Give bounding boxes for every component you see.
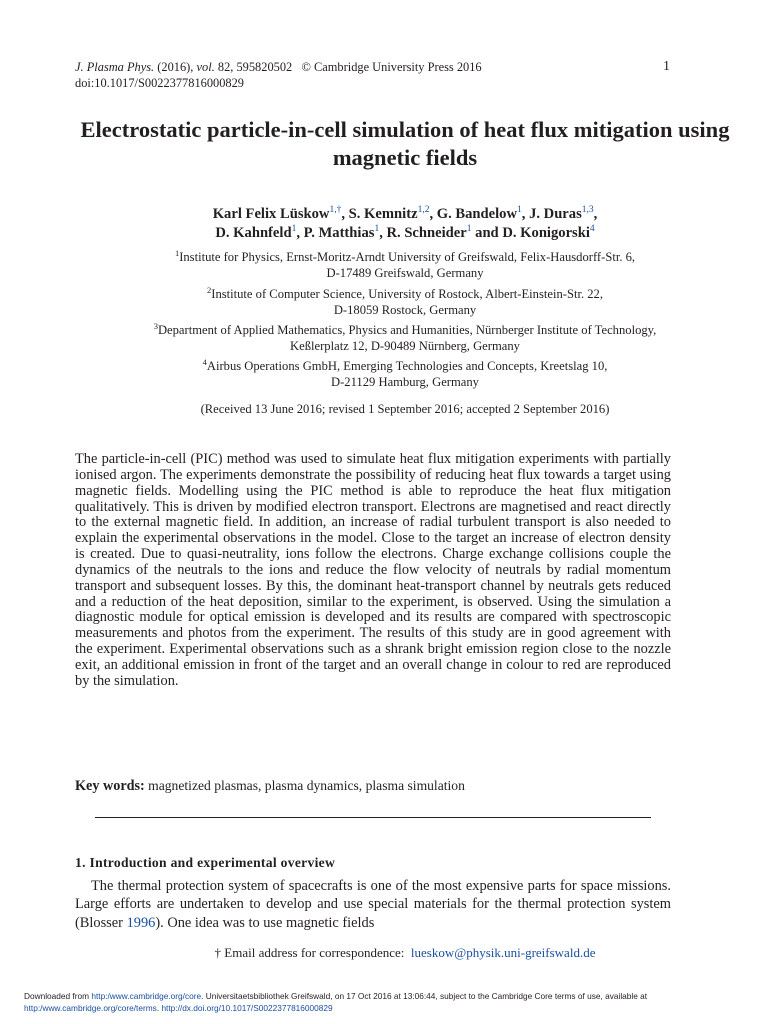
keywords-label: Key words: — [75, 778, 145, 794]
author: R. Schneider — [386, 225, 467, 241]
download-notice: Downloaded from http:/www.cambridge.org/core. Universitaetsbibliothek Greifswald, on 17 Oct 2016 at 13:06:44, subject to the Cambridge Core terms of use, available at http:/www.cambridge.org/core/terms. http://dx.doi.org/10.1017/S0022377816000829 — [24, 991, 648, 1013]
section-heading: 1. Introduction and experimental overview — [75, 855, 336, 870]
author-affil-ref[interactable]: 1 — [374, 224, 380, 234]
author: D. Kahnfeld — [215, 225, 292, 241]
terms-link[interactable]: http:/www.cambridge.org/core/terms — [24, 1003, 157, 1013]
affiliation: $^4$Airbus Operations GmbH, Emerging Technologies and Concepts, Kreetslag 10, D-21129 Hamburg, Germany — [202, 357, 608, 389]
page-number: 1 — [663, 59, 670, 74]
author: G. Bandelow — [436, 206, 518, 222]
author-affil-ref[interactable]: 1 — [517, 205, 522, 215]
author-affil-ref[interactable]: 4 — [589, 224, 595, 234]
author-list: Karl Felix Lüskow$^{1,\dagger}$, S. Kemnitz$^{1,2}$, G. Bandelow$^1$, J. Duras$^{1,3}$, D. Kahnfeld$^1$, P. Matthias$^1$, R. Schneider$^1$ and D. Konigorski$^4$ — [212, 205, 598, 241]
journal-year: (2016), — [157, 60, 194, 74]
author: Karl Felix Lüskow — [212, 206, 330, 222]
received-dates: (Received 13 June 2016; revised 1 September 2016; accepted 2 September 2016) — [200, 402, 610, 416]
author: J. Duras — [529, 206, 582, 222]
copyright-notice: © Cambridge University Press 2016 — [301, 60, 482, 74]
author-affil-ref[interactable]: 1,3 — [581, 205, 594, 215]
author-affil-ref[interactable]: 1 — [466, 224, 472, 234]
volume-article: 82, 595820502 — [217, 60, 293, 74]
author: P. Matthias — [303, 225, 375, 241]
affiliation: $^3$Department of Applied Mathematics, Physics and Humanities, Nürnberger Institute of Technology, Keßlerplatz 12, D-90489 Nürnberg, Germany — [153, 321, 657, 353]
paper-title: Electrostatic particle-in-cell simulation of heat flux mitigation using magnetic fields — [80, 117, 730, 170]
correspondence-footnote — [70, 945, 740, 961]
journal-citation — [75, 60, 482, 75]
citation-link[interactable]: 1996 — [126, 914, 156, 931]
section-divider — [95, 817, 651, 818]
volume-label: vol. — [196, 60, 215, 74]
intro-paragraph: The thermal protection system of spacecrafts is one of the most expensive parts for space missions. Large efforts are undertaken to develop and use special materials for the thermal protection system (Blosser 1996). One idea was to use magnetic fields — [75, 878, 671, 931]
dagger-mark: † — [214, 945, 222, 960]
keywords — [75, 778, 465, 795]
keywords-text: magnetized plasmas, plasma dynamics, plasma simulation — [148, 778, 465, 793]
affiliation: $^1$Institute for Physics, Ernst-Moritz-Arndt University of Greifswald, Felix-Hausdorff-Str. 6, D-17489 Greifswald, Germany — [174, 248, 636, 280]
author-affil-ref[interactable]: 1,2 — [417, 205, 430, 215]
author-affil-ref[interactable]: 1 — [291, 224, 297, 234]
cambridge-core-link[interactable]: http:/www.cambridge.org/core — [91, 991, 202, 1001]
author: D. Konigorski — [502, 225, 590, 241]
abstract: The particle-in-cell (PIC) method was used to simulate heat flux mitigation experiments with partially ionised argon. The experiments demonstrate the possibility of reducing heat flux towards a target using magnetic fields. Modelling using the PIC method is able to reproduce the heat flux mitigation qualitatively. This is driven by modified electron transport. Electrons are magnetised and react directly to the external magnetic field. In addition, an increase of radial turbulent transport is also needed to explain the experimental observations in the model. Close to the target an increase of electron density is created. Due to quasi-neutrality, ions follow the electrons. Charge exchange collisions couple the dynamics of the neutrals to the ions and reduce the flow velocity of neutrals by radial momentum transport and subsequent losses. By this, the dominant heat-transport channel by neutrals gets reduced and a reduction of the heat deposition, similar to the experiment, is observed. Using the simulation a diagnostic module for optical emission is developed and its results are compared with spectroscopic measurements and photos from the experiment. The results of this study are in good agreement with the experiment. Experimental observations such as a shrank bright emission region close to the nozzle exit, an additional emission in front of the target and an overall change in colour to red are reproduced by the simulation. — [75, 451, 671, 689]
doi-link[interactable]: http://dx.doi.org/10.1017/S0022377816000829 — [161, 1003, 333, 1013]
affiliation: $^2$Institute of Computer Science, University of Rostock, Albert-Einstein-Str. 22, D-18059 Rostock, Germany — [207, 285, 603, 317]
doi: doi:10.1017/S0022377816000829 — [75, 76, 245, 90]
journal-name: J. Plasma Phys. — [75, 60, 155, 74]
author-affil-ref[interactable]: 1,† — [329, 205, 342, 215]
email-link[interactable]: lueskow@physik.uni-greifswald.de — [410, 945, 596, 960]
footnote-label: Email address for correspondence: — [224, 945, 405, 960]
author: S. Kemnitz — [348, 206, 418, 222]
